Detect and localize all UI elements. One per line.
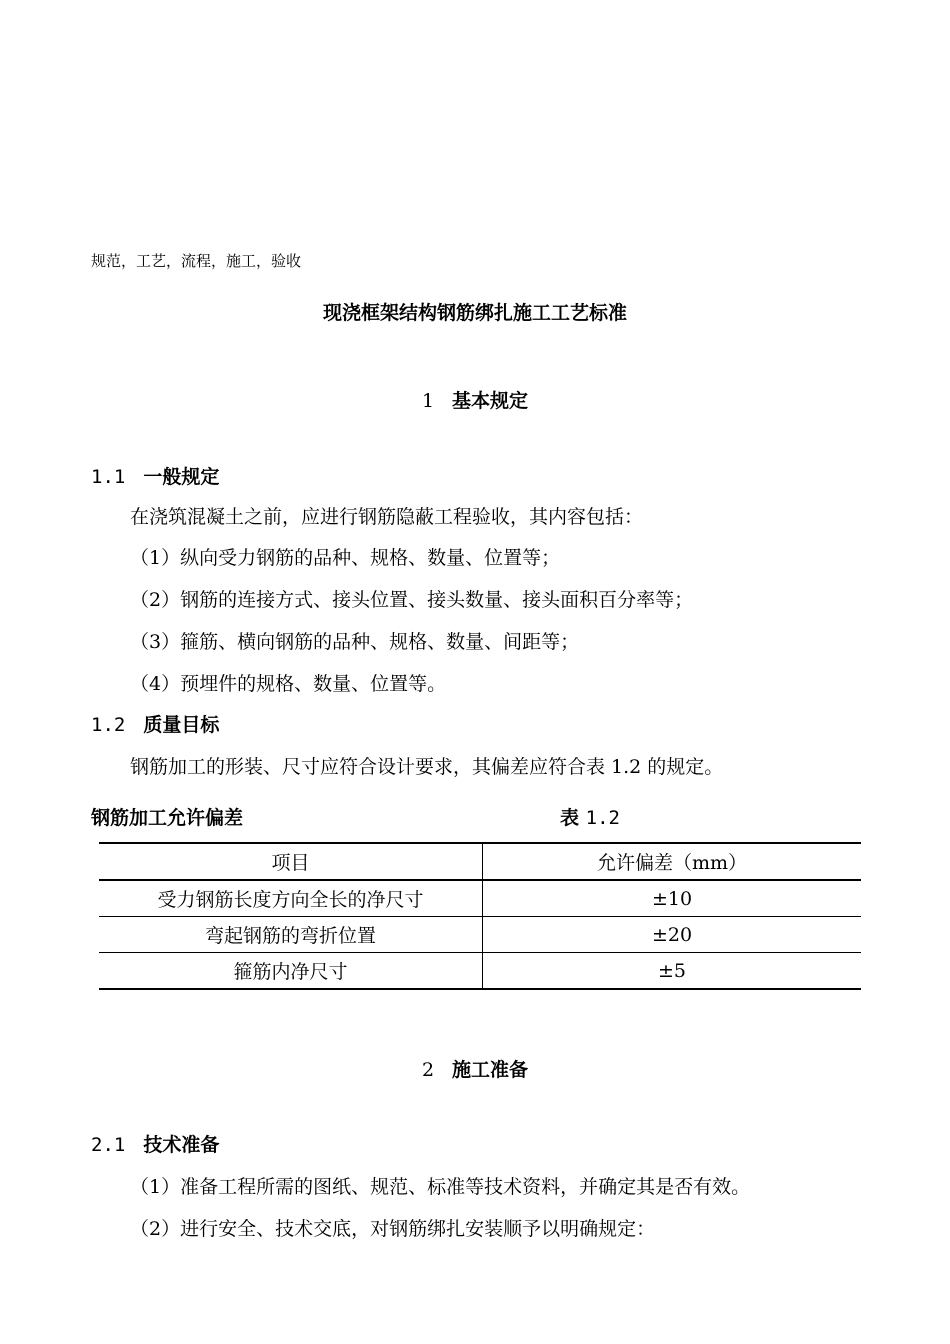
table-header-item: 项目 [99, 843, 483, 880]
table-cell: 弯起钢筋的弯折位置 [99, 917, 483, 953]
section-1-1-intro: 在浇筑混凝土之前，应进行钢筋隐蔽工程验收，其内容包括： [130, 506, 644, 528]
table-row [99, 917, 861, 953]
section-2-1-number: 2.1 [91, 1134, 126, 1156]
table-header-row [99, 843, 861, 880]
section-1-1-title: 一般规定 [143, 466, 220, 488]
table-cell: ±5 [483, 953, 862, 990]
list-item: （1）纵向受力钢筋的品种、规格、数量、位置等； [130, 547, 561, 569]
table-cell: ±20 [483, 917, 862, 953]
table-cell: 受力钢筋长度方向全长的净尺寸 [99, 880, 483, 917]
table-cell: 箍筋内净尺寸 [99, 953, 483, 990]
list-item: （2）进行安全、技术交底，对钢筋绑扎安装顺予以明确规定： [130, 1218, 656, 1240]
table-number-value: 1.2 [585, 807, 620, 829]
chapter-2-number: 2 [421, 1059, 435, 1081]
section-1-1-number: 1.1 [91, 466, 126, 488]
section-2-1-heading [91, 1130, 219, 1157]
section-1-2-heading [91, 710, 219, 737]
document-title: 现浇框架结构钢筋绑扎施工工艺标准 [322, 302, 627, 324]
chapter-2-title: 施工准备 [452, 1059, 529, 1081]
table-header-tolerance: 允许偏差（mm） [483, 843, 862, 880]
list-item: （3）箍筋、横向钢筋的品种、规格、数量、间距等； [130, 631, 580, 653]
section-1-2-title: 质量目标 [143, 714, 220, 736]
table-row [99, 953, 861, 990]
section-1-2-number: 1.2 [91, 714, 126, 736]
section-1-1-heading [91, 462, 219, 489]
chapter-1-title: 基本规定 [452, 390, 529, 412]
table-number-prefix: 表 [560, 807, 580, 829]
table-caption: 钢筋加工允许偏差 [91, 807, 244, 829]
tolerance-table [99, 842, 861, 990]
list-item: （1）准备工程所需的图纸、规范、标准等技术资料，并确定其是否有效。 [130, 1176, 751, 1198]
table-number [560, 803, 620, 830]
chapter-1-number: 1 [421, 390, 435, 412]
table-row [99, 880, 861, 917]
keywords-line: 规范，工艺，流程，施工，验收 [91, 252, 302, 270]
section-2-1-title: 技术准备 [143, 1134, 220, 1156]
list-item: （4）预埋件的规格、数量、位置等。 [130, 673, 447, 695]
list-item: （2）钢筋的连接方式、接头位置、接头数量、接头面积百分率等； [130, 589, 694, 611]
chapter-2-heading [0, 1055, 950, 1082]
section-1-2-paragraph: 钢筋加工的形装、尺寸应符合设计要求，其偏差应符合表 1.2 的规定。 [130, 756, 724, 778]
table-cell: ±10 [483, 880, 862, 917]
chapter-1-heading [0, 386, 950, 413]
